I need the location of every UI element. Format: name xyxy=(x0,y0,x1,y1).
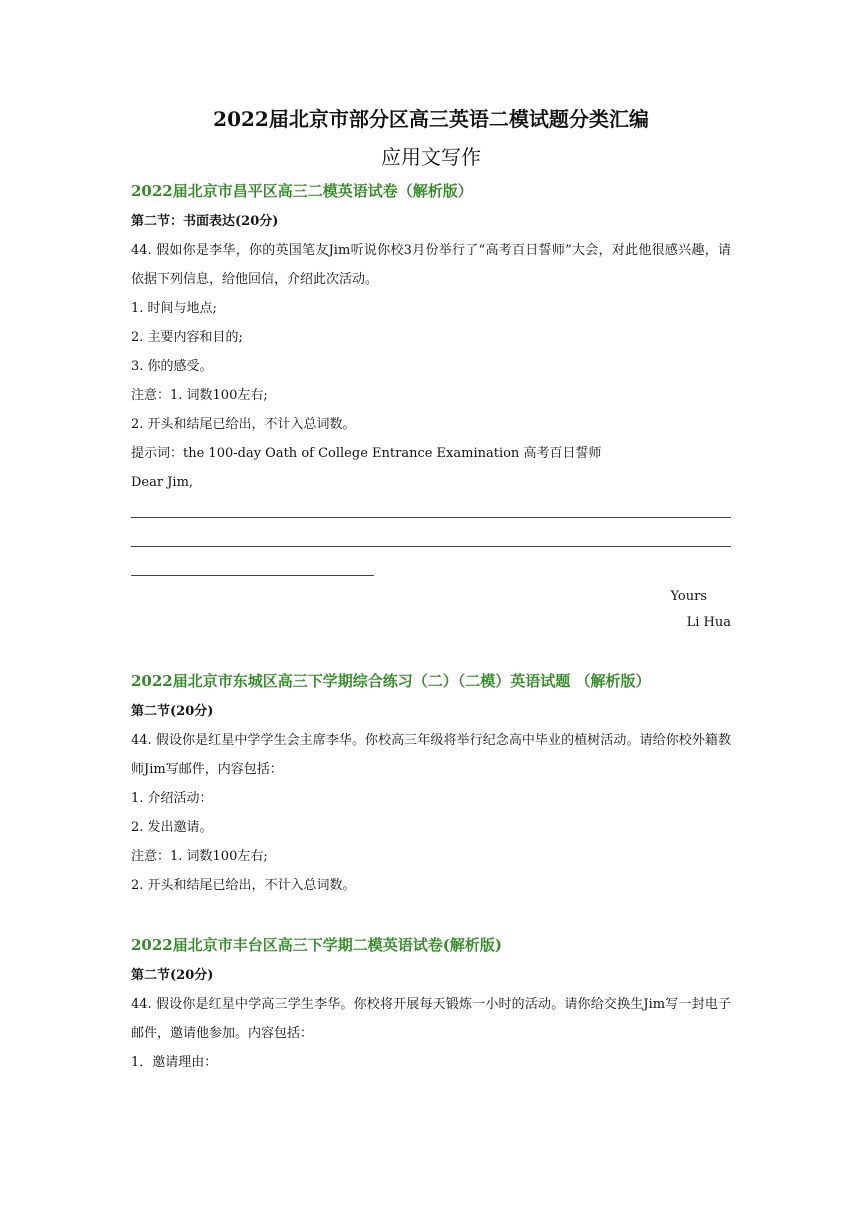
document-subtitle: 应用文写作 xyxy=(381,145,481,169)
writing-line xyxy=(131,526,731,555)
question-prompt: 44. 假设你是红星中学学生会主席李华。你校高三年级将举行纪念高中毕业的植树活动。请给你校外籍教师Jim写邮件，内容包括： xyxy=(131,733,731,777)
section-changping xyxy=(131,180,731,636)
section-dongcheng xyxy=(131,670,731,900)
section-heading: 2022届北京市丰台区高三下学期二模英语试卷(解析版) xyxy=(131,936,502,954)
document-page xyxy=(131,100,731,1077)
part-heading: 第二节：书面表达(20分) xyxy=(131,214,279,229)
list-item: 1．邀请理由： xyxy=(131,1055,218,1070)
question-prompt: 44. 假设你是红星中学高三学生李华。你校将开展每天锻炼一小时的活动。请你给交换生Jim写一封电子邮件，邀请他参加。内容包括： xyxy=(131,997,731,1041)
section-fengtai xyxy=(131,934,731,1077)
part-heading: 第二节(20分) xyxy=(131,704,214,719)
document-title: 2022届北京市部分区高三英语二模试题分类汇编 xyxy=(213,107,649,131)
note-line: 注意：1. 词数100左右; xyxy=(131,388,268,403)
letter-greeting: Dear Jim, xyxy=(131,475,194,490)
part-heading: 第二节(20分) xyxy=(131,968,214,983)
section-heading: 2022届北京市东城区高三下学期综合练习（二）（二模）英语试题 （解析版） xyxy=(131,672,651,690)
list-item: 3. 你的感受。 xyxy=(131,359,213,374)
writing-line xyxy=(131,555,731,584)
hint-line: 提示词：the 100-day Oath of College Entrance Examination 高考百日誓师 xyxy=(131,446,602,461)
list-item: 1. 时间与地点; xyxy=(131,301,217,316)
note-line: 注意：1. 词数100左右; xyxy=(131,849,268,864)
list-item: 2. 发出邀请。 xyxy=(131,820,213,835)
question-prompt: 44. 假如你是李华，你的英国笔友Jim听说你校3月份举行了“高考百日誓师”大会，对此他很感兴趣，请依据下列信息，给他回信，介绍此次活动。 xyxy=(131,243,731,287)
note-line: 2. 开头和结尾已给出，不计入总词数。 xyxy=(131,878,356,893)
list-item: 2. 主要内容和目的; xyxy=(131,330,243,345)
section-heading: 2022届北京市昌平区高三二模英语试卷（解析版） xyxy=(131,182,473,200)
note-line: 2. 开头和结尾已给出，不计入总词数。 xyxy=(131,417,356,432)
list-item: 1. 介绍活动： xyxy=(131,791,213,806)
letter-signature: Li Hua xyxy=(686,615,731,630)
letter-closing: Yours xyxy=(670,589,707,604)
writing-line xyxy=(131,497,731,526)
